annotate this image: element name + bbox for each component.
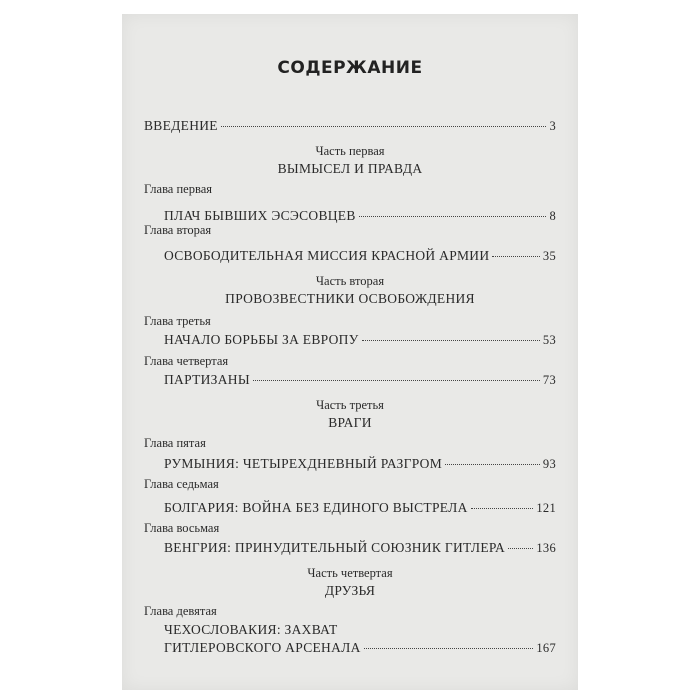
toc-entry-chapter-4[interactable] <box>164 371 556 389</box>
toc-entry-title: ГИТЛЕРОВСКОГО АРСЕНАЛА <box>164 640 361 655</box>
toc-entry-chapter-7[interactable] <box>164 499 556 517</box>
toc-page-number: 8 <box>549 209 556 223</box>
toc-page-number: 93 <box>542 457 556 471</box>
chapter-label: Глава вторая <box>144 223 212 237</box>
part-name: ДРУЗЬЯ <box>324 583 376 598</box>
part-heading-3 <box>122 397 578 432</box>
part-label: Часть вторая <box>315 274 385 288</box>
toc-page-number: 121 <box>536 501 556 515</box>
toc-page-number: 53 <box>542 333 556 347</box>
leader-dots <box>471 507 534 509</box>
toc-entry-chapter-3[interactable] <box>164 331 556 349</box>
toc-entry-title: ОСВОБОДИТЕЛЬНАЯ МИССИЯ КРАСНОЙ АРМИИ <box>164 248 490 263</box>
part-name: ВРАГИ <box>328 415 372 430</box>
chapter-label: Глава четвертая <box>144 354 229 368</box>
toc-entry-title: РУМЫНИЯ: ЧЕТЫРЕХДНЕВНЫЙ РАЗГРОМ <box>164 456 443 471</box>
leader-dots <box>221 125 547 127</box>
part-name: ВЫМЫСЕЛ И ПРАВДА <box>277 161 423 176</box>
leader-dots <box>359 215 547 217</box>
part-label: Часть четвертая <box>307 566 393 580</box>
toc-entry-title: ПАРТИЗАНЫ <box>164 372 250 387</box>
chapter-label: Глава пятая <box>144 436 206 450</box>
toc-entry-chapter-5[interactable] <box>164 455 556 473</box>
toc-entry-chapter-9[interactable] <box>164 639 556 657</box>
toc-entry-chapter-8[interactable] <box>164 539 556 557</box>
leader-dots <box>364 647 534 649</box>
leader-dots <box>508 547 533 549</box>
chapter-label: Глава восьмая <box>144 521 220 535</box>
toc-page-number: 136 <box>536 541 556 555</box>
toc-entry-title: ПЛАЧ БЫВШИХ ЭСЭСОВЦЕВ <box>164 208 356 223</box>
chapter-label: Глава девятая <box>144 604 217 618</box>
toc-page-number: 73 <box>542 373 556 387</box>
toc-page-number: 3 <box>549 119 556 133</box>
toc-entry-title-line1[interactable]: ЧЕХОСЛОВАКИЯ: ЗАХВАТ <box>164 622 338 637</box>
chapter-label: Глава третья <box>144 314 211 328</box>
toc-entry-title: БОЛГАРИЯ: ВОЙНА БЕЗ ЕДИНОГО ВЫСТРЕЛА <box>164 500 468 515</box>
toc-entry-title: НАЧАЛО БОРЬБЫ ЗА ЕВРОПУ <box>164 332 359 347</box>
toc-entry-title: ВВЕДЕНИЕ <box>144 118 218 133</box>
part-label: Часть третья <box>316 398 384 412</box>
part-heading-4 <box>122 565 578 600</box>
leader-dots <box>253 379 540 381</box>
part-label: Часть первая <box>315 144 385 158</box>
book-page <box>122 14 578 690</box>
toc-entry-title: ВЕНГРИЯ: ПРИНУДИТЕЛЬНЫЙ СОЮЗНИК ГИТЛЕРА <box>164 540 505 555</box>
chapter-label: Глава седьмая <box>144 477 219 491</box>
leader-dots <box>362 339 540 341</box>
part-name: ПРОВОЗВЕСТНИКИ ОСВОБОЖДЕНИЯ <box>225 291 475 306</box>
toc-page-number: 35 <box>542 249 556 263</box>
toc-entry-chapter-2[interactable] <box>164 247 556 265</box>
part-heading-1 <box>122 143 578 178</box>
chapter-label: Глава первая <box>144 182 213 196</box>
toc-entry-intro[interactable] <box>144 117 556 135</box>
part-heading-2 <box>122 273 578 308</box>
page-title: СОДЕРЖАНИЕ <box>277 58 423 78</box>
toc <box>122 14 578 690</box>
leader-dots <box>445 463 540 465</box>
toc-entry-chapter-1[interactable] <box>164 207 556 225</box>
toc-page-number: 167 <box>536 641 556 655</box>
leader-dots <box>492 255 539 257</box>
